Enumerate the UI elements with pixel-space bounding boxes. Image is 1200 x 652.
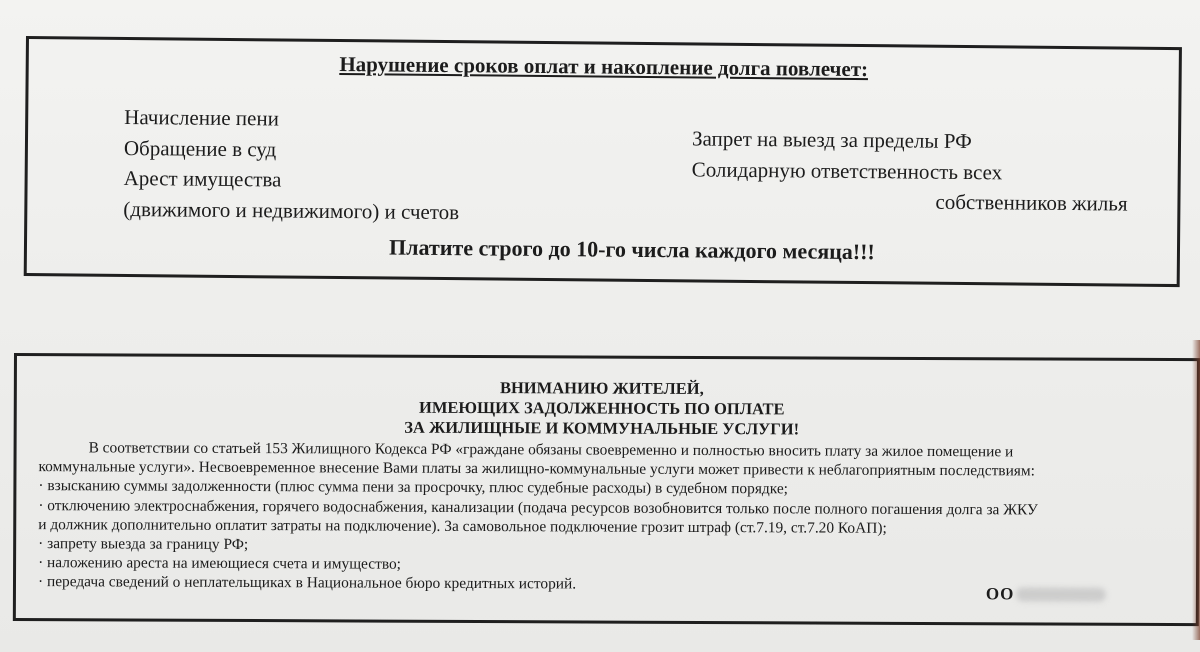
consequence-item-cont: и должник дополнительно оплатит затраты на подключение). За самовольное подключение грозит штраф (ст.7.19, ст.7.20 КоАП); <box>38 515 887 537</box>
penalty-item: Арест имущества <box>123 165 282 192</box>
debtors-heading <box>17 376 1197 441</box>
consequence-item: · наложению ареста на имеющиеся счета и имущество; <box>38 554 402 573</box>
penalty-item: Запрет на выезд за пределы РФ <box>691 126 972 154</box>
consequence-item: · запрету выезда за границу РФ; <box>38 535 249 554</box>
heading-line: ВНИМАНИЮ ЖИТЕЛЕЙ, <box>499 378 704 399</box>
intro-line: коммунальные услуги». Несвоевременное внесение Вами платы за жилищно-коммунальные услуги может привести к неблагоприятным последствиям: <box>38 458 1035 480</box>
debtors-body-text <box>38 438 1199 597</box>
heading-line: ЗА ЖИЛИЩНЫЕ И КОММУНАЛЬНЫЕ УСЛУГИ! <box>404 417 800 439</box>
penalty-item: собственников жилья <box>935 189 1128 216</box>
penalty-item: Начисление пени <box>124 104 279 131</box>
consequence-item: · передача сведений о неплательщиках в Национальное бюро кредитных историй. <box>37 573 577 593</box>
consequence-item: · взысканию суммы задолженности (плюс сумма пени за просрочку, плюс судебные расходы) в судебном порядке; <box>38 477 788 498</box>
consequence-item: · отключению электроснабжения, горячего водоснабжения, канализации (подача ресурсов возобновится только после полного погашения долга за ЖКУ <box>38 496 1038 519</box>
blurred-signature <box>1016 587 1106 601</box>
penalties-list-right <box>691 123 1128 219</box>
penalties-heading: Нарушение сроков оплат и накопление долга повлечет: <box>339 52 869 82</box>
penalty-item: Обращение в суд <box>123 135 277 161</box>
debtors-notice-box <box>13 353 1200 626</box>
penalties-notice-box <box>24 36 1182 287</box>
organization-signature: ОО <box>985 584 1015 604</box>
penalties-list-left <box>123 102 460 227</box>
payment-deadline-line: Платите строго до 10-го числа каждого месяца!!! <box>388 234 875 265</box>
heading-line: ИМЕЮЩИХ ЗАДОЛЖЕННОСТЬ ПО ОПЛАТЕ <box>418 397 785 419</box>
table-edge <box>1192 340 1200 640</box>
penalty-item: (движимого и недвижимого) и счетов <box>123 196 460 224</box>
intro-line: В соответствии со статьей 153 Жилищного Кодекса РФ «граждане обязаны своевременно и полностью вносить плату за жилое помещение и <box>88 439 1014 461</box>
penalty-item: Солидарную ответственность всех <box>691 156 1003 184</box>
